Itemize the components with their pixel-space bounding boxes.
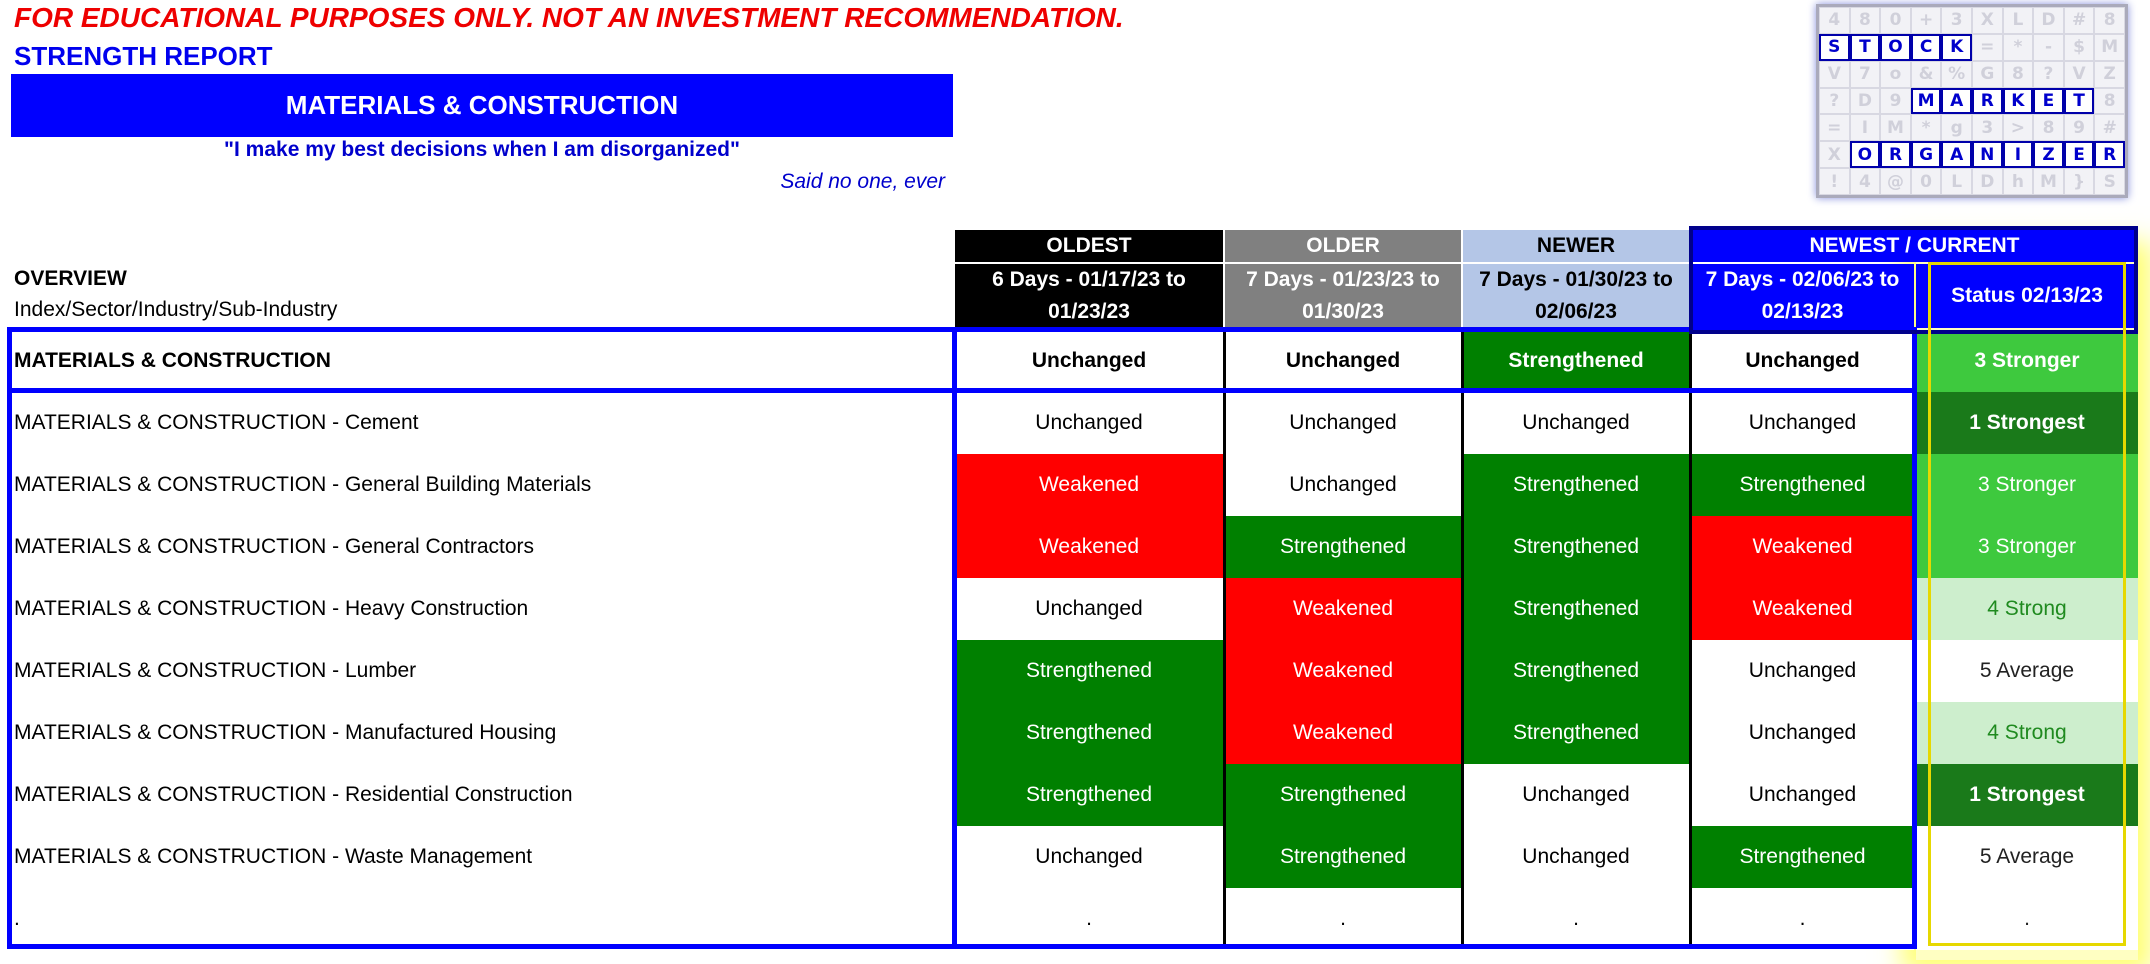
- sub-industry-row-label: MATERIALS & CONSTRUCTION - General Building Materials: [14, 473, 592, 496]
- logo-letter: G: [1911, 141, 1942, 168]
- logo-filler-glyph: #: [2094, 114, 2125, 141]
- label-column-frame: [7, 327, 957, 949]
- logo-filler-glyph: 0: [1911, 168, 1942, 195]
- quote: "I make my best decisions when I am disorganized": [224, 138, 740, 161]
- logo-filler-glyph: 3: [1972, 114, 2003, 141]
- strength-cell: Unchanged: [1691, 392, 1914, 454]
- logo-letter: T: [1850, 34, 1881, 61]
- logo-filler-glyph: 8: [1850, 7, 1881, 34]
- status-rank-cell: 4 Strong: [1916, 702, 2138, 764]
- column-period-header: [1225, 264, 1461, 328]
- strength-cell: Strengthened: [1691, 454, 1914, 516]
- logo-filler-glyph: &: [1911, 61, 1942, 88]
- strength-cell: Strengthened: [1225, 826, 1461, 888]
- strength-cell: Strengthened: [1225, 516, 1461, 578]
- logo-filler-glyph: X: [1819, 141, 1850, 168]
- logo-filler-glyph: G: [1972, 61, 2003, 88]
- status-rank-cell: 1 Strongest: [1916, 392, 2138, 454]
- logo-filler-glyph: 4: [1850, 168, 1881, 195]
- strength-cell: Strengthened: [1691, 826, 1914, 888]
- strength-cell: Strengthened: [1225, 764, 1461, 826]
- strength-cell: Unchanged: [1225, 454, 1461, 516]
- logo-filler-glyph: Z: [2094, 61, 2125, 88]
- logo-letter: O: [1880, 34, 1911, 61]
- strength-cell: Strengthened: [955, 702, 1223, 764]
- logo-filler-glyph: 0: [1880, 7, 1911, 34]
- logo-letter: R: [1972, 88, 2003, 115]
- status-rank-cell: 3 Stronger: [1916, 330, 2138, 392]
- column-period-header: [1463, 264, 1689, 328]
- disclaimer: FOR EDUCATIONAL PURPOSES ONLY. NOT AN INVESTMENT RECOMMENDATION.: [14, 2, 1124, 33]
- sub-industry-row-label: MATERIALS & CONSTRUCTION - Waste Management: [14, 845, 533, 868]
- sub-industry-row-label: MATERIALS & CONSTRUCTION - Heavy Construction: [14, 597, 529, 620]
- logo-filler-glyph: S: [2094, 168, 2125, 195]
- logo-letter: A: [1941, 88, 1972, 115]
- status-rank-cell: .: [1916, 888, 2138, 950]
- logo-filler-glyph: h: [2003, 168, 2034, 195]
- logo-letter: E: [2064, 141, 2095, 168]
- status-rank-cell: 4 Strong: [1916, 578, 2138, 640]
- sub-industry-row-label: MATERIALS & CONSTRUCTION - Residential Construction: [14, 783, 573, 806]
- strength-cell: .: [1463, 888, 1689, 950]
- status-rank-cell: 1 Strongest: [1916, 764, 2138, 826]
- strength-cell: Unchanged: [955, 578, 1223, 640]
- sub-industry-row-label: MATERIALS & CONSTRUCTION - Manufactured Housing: [14, 721, 557, 744]
- report-title: STRENGTH REPORT: [14, 41, 273, 71]
- strength-cell: Weakened: [1691, 578, 1914, 640]
- strength-cell: Unchanged: [1691, 330, 1914, 392]
- logo-filler-glyph: L: [2003, 7, 2034, 34]
- banner-text: MATERIALS & CONSTRUCTION: [285, 90, 679, 120]
- column-group-header: OLDER: [1225, 230, 1461, 262]
- column-group-header: NEWER: [1463, 230, 1689, 262]
- status-rank-cell: 3 Stronger: [1916, 454, 2138, 516]
- strength-cell: .: [1225, 888, 1461, 950]
- column-period-header: [955, 264, 1223, 328]
- logo-filler-glyph: M: [1880, 114, 1911, 141]
- strength-cell: .: [1691, 888, 1914, 950]
- strength-cell: Unchanged: [955, 330, 1223, 392]
- strength-cell: Strengthened: [1463, 516, 1689, 578]
- strength-cell: Unchanged: [1691, 764, 1914, 826]
- status-rank-cell: 5 Average: [1916, 826, 2138, 888]
- logo-filler-glyph: o: [1880, 61, 1911, 88]
- logo-filler-glyph: $: [2064, 34, 2095, 61]
- logo-filler-glyph: X: [1972, 7, 2003, 34]
- sub-industry-row-label: MATERIALS & CONSTRUCTION - Lumber: [14, 659, 417, 682]
- sector-row-label: MATERIALS & CONSTRUCTION: [14, 349, 331, 372]
- logo-filler-glyph: 9: [2064, 114, 2095, 141]
- strength-cell: Unchanged: [955, 392, 1223, 454]
- logo-letter: T: [2064, 88, 2095, 115]
- strength-cell: Strengthened: [1463, 578, 1689, 640]
- logo-filler-glyph: >: [2003, 114, 2034, 141]
- strength-cell: Strengthened: [1463, 454, 1689, 516]
- logo-filler-glyph: V: [1819, 61, 1850, 88]
- logo-filler-glyph: 4: [1819, 7, 1850, 34]
- logo-filler-glyph: D: [2033, 7, 2064, 34]
- overview-sub-label: Index/Sector/Industry/Sub-Industry: [14, 298, 338, 321]
- strength-cell: Weakened: [1225, 578, 1461, 640]
- column-group-header: OLDEST: [955, 230, 1223, 262]
- sub-industry-row-label: MATERIALS & CONSTRUCTION - General Contractors: [14, 535, 535, 558]
- strength-cell: Strengthened: [1463, 330, 1689, 392]
- logo-letter: A: [1941, 141, 1972, 168]
- logo-letter: O: [1850, 141, 1881, 168]
- strength-cell: Strengthened: [955, 640, 1223, 702]
- stock-market-organizer-logo: [1816, 4, 2128, 198]
- strength-cell: Weakened: [955, 454, 1223, 516]
- logo-filler-glyph: I: [1850, 114, 1881, 141]
- strength-cell: Unchanged: [1225, 392, 1461, 454]
- logo-letter: E: [2033, 88, 2064, 115]
- column-group-header: NEWEST / CURRENT: [1691, 230, 2138, 262]
- logo-filler-glyph: 8: [2094, 88, 2125, 115]
- logo-letter: K: [1941, 34, 1972, 61]
- logo-letter: S: [1819, 34, 1850, 61]
- logo-letter: C: [1911, 34, 1942, 61]
- strength-cell: Unchanged: [1691, 640, 1914, 702]
- logo-filler-glyph: #: [2064, 7, 2095, 34]
- sector-banner: [11, 74, 953, 137]
- period-line-1: 7 Days - 01/30/23 to: [1479, 268, 1673, 291]
- sub-industry-row-label: .: [14, 907, 20, 930]
- strength-cell: .: [955, 888, 1223, 950]
- strength-cell: Unchanged: [1225, 330, 1461, 392]
- logo-filler-glyph: *: [2003, 34, 2034, 61]
- logo-filler-glyph: ?: [1819, 88, 1850, 115]
- logo-filler-glyph: @: [1880, 168, 1911, 195]
- logo-filler-glyph: D: [1850, 88, 1881, 115]
- period-line-2: 02/06/23: [1535, 300, 1617, 323]
- logo-filler-glyph: V: [2064, 61, 2095, 88]
- overview-label: OVERVIEW: [14, 267, 127, 290]
- strength-cell: Strengthened: [955, 764, 1223, 826]
- logo-filler-glyph: %: [1941, 61, 1972, 88]
- strength-cell: Unchanged: [1463, 826, 1689, 888]
- logo-filler-glyph: M: [2033, 168, 2064, 195]
- logo-letter: N: [1972, 141, 2003, 168]
- strength-cell: Strengthened: [1463, 640, 1689, 702]
- strength-cell: Unchanged: [955, 826, 1223, 888]
- logo-filler-glyph: M: [2094, 34, 2125, 61]
- logo-letter: Z: [2033, 141, 2064, 168]
- strength-cell: Weakened: [955, 516, 1223, 578]
- strength-cell: Unchanged: [1463, 764, 1689, 826]
- logo-letter: I: [2003, 141, 2034, 168]
- period-line-1: 7 Days - 01/23/23 to: [1246, 268, 1440, 291]
- strength-cell: Unchanged: [1463, 392, 1689, 454]
- logo-filler-glyph: g: [1941, 114, 1972, 141]
- logo-filler-glyph: 7: [1850, 61, 1881, 88]
- status-column-outline: [1928, 262, 2126, 946]
- strength-cell: Weakened: [1225, 640, 1461, 702]
- period-line-2: 02/13/23: [1761, 300, 1844, 323]
- logo-filler-glyph: 8: [2003, 61, 2034, 88]
- status-rank-cell: 5 Average: [1916, 640, 2138, 702]
- logo-filler-glyph: 9: [1880, 88, 1911, 115]
- period-line-2: 01/23/23: [1048, 300, 1130, 323]
- logo-letter: K: [2003, 88, 2034, 115]
- strength-cell: Unchanged: [1691, 702, 1914, 764]
- strength-cell: Weakened: [1691, 516, 1914, 578]
- strength-cell: Strengthened: [1463, 702, 1689, 764]
- status-rank-cell: 3 Stronger: [1916, 516, 2138, 578]
- logo-filler-glyph: !: [1819, 168, 1850, 195]
- strength-cell: Weakened: [1225, 702, 1461, 764]
- logo-letter: M: [1911, 88, 1942, 115]
- logo-filler-glyph: *: [1911, 114, 1942, 141]
- logo-filler-glyph: 8: [2094, 7, 2125, 34]
- logo-filler-glyph: ?: [2033, 61, 2064, 88]
- logo-letter: R: [2094, 141, 2125, 168]
- sub-industry-row-label: MATERIALS & CONSTRUCTION - Cement: [14, 411, 419, 434]
- logo-filler-glyph: 3: [1941, 7, 1972, 34]
- logo-filler-glyph: =: [1972, 34, 2003, 61]
- logo-filler-glyph: L: [1941, 168, 1972, 195]
- period-line-1: 6 Days - 01/17/23 to: [992, 268, 1186, 291]
- logo-filler-glyph: }: [2064, 168, 2095, 195]
- logo-filler-glyph: =: [1819, 114, 1850, 141]
- logo-letter: R: [1880, 141, 1911, 168]
- logo-filler-glyph: +: [1911, 7, 1942, 34]
- logo-filler-glyph: D: [1972, 168, 2003, 195]
- period-line-1: 7 Days - 02/06/23 to: [1705, 268, 1900, 291]
- period-line-2: 01/30/23: [1302, 300, 1384, 323]
- status-column-header: Status 02/13/23: [1916, 264, 2138, 328]
- logo-filler-glyph: -: [2033, 34, 2064, 61]
- logo-filler-glyph: 8: [2033, 114, 2064, 141]
- quote-attribution: Said no one, ever: [780, 170, 945, 193]
